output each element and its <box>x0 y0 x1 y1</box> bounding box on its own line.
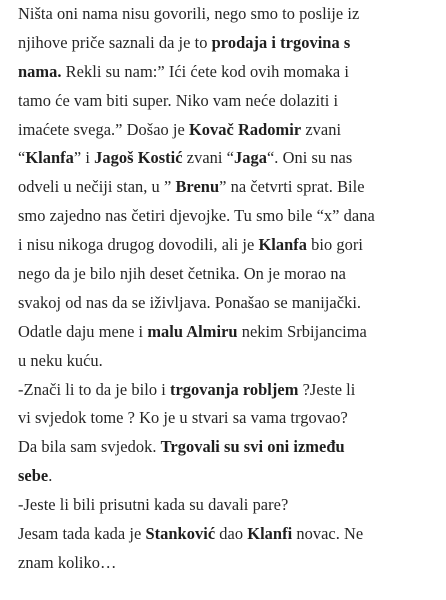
bold-text: Stanković <box>145 524 216 544</box>
text-line <box>18 260 442 289</box>
bold-text: malu Almiru <box>147 321 238 341</box>
text-segment: nekim Srbijancima <box>237 321 367 341</box>
text-segment: svakoj od nas da se iživljava. Ponašao se manijački. <box>18 292 362 312</box>
text-line <box>18 289 442 318</box>
text-line <box>18 520 442 549</box>
bold-text: Jaga <box>233 148 267 168</box>
text-segment: zvani “ <box>182 148 234 168</box>
text-segment: Rekli su nam:” Ići ćete kod ovih momaka i <box>61 61 350 81</box>
text-line <box>18 347 442 376</box>
text-segment: Da bila sam svjedok. <box>18 437 161 457</box>
text-line <box>18 87 442 116</box>
text-line <box>18 318 442 347</box>
text-segment: “ <box>18 148 26 168</box>
bold-text: Klanfa <box>258 235 308 255</box>
article-text <box>18 0 442 578</box>
text-segment: -Jeste li bili prisutni kada su davali pare? <box>18 495 289 515</box>
bold-text: sebe <box>18 466 49 486</box>
text-segment: ” na četvrti sprat. Bile <box>219 177 365 197</box>
text-segment: novac. Ne <box>292 524 364 544</box>
bold-text: Kovač Radomir <box>189 119 302 139</box>
text-line <box>18 549 442 578</box>
bold-text: Jagoš Kostić <box>94 148 183 168</box>
text-line <box>18 144 442 173</box>
text-segment: . <box>48 466 53 486</box>
text-line <box>18 491 442 520</box>
text-segment: Jesam tada kada je <box>18 524 146 544</box>
bold-text: nama. <box>18 61 62 81</box>
text-segment: bio gori <box>307 235 364 255</box>
text-line <box>18 202 442 231</box>
text-line <box>18 462 442 491</box>
text-segment: Ništa oni nama nisu govorili, nego smo to poslije iz <box>18 4 360 23</box>
text-line <box>18 0 442 29</box>
text-line <box>18 433 442 462</box>
text-segment: “. Oni su nas <box>266 148 353 168</box>
text-segment: ?Jeste li <box>298 379 356 399</box>
text-segment: -Znači li to da je bilo i <box>18 379 170 399</box>
text-line <box>18 173 442 202</box>
text-line <box>18 116 442 145</box>
text-segment: imaćete svega.” Došao je <box>18 119 189 139</box>
text-segment: smo zajedno nas četiri djevojke. Tu smo bile “x” dana <box>18 206 375 226</box>
text-segment: odveli u nečiji stan, u ” <box>18 177 176 197</box>
text-line <box>18 231 442 260</box>
text-segment: u neku kuću. <box>18 350 103 370</box>
text-segment: dao <box>215 524 248 544</box>
bold-text: Trgovali su svi oni između <box>160 437 345 457</box>
text-segment: i nisu nikoga drugog dovodili, ali je <box>18 235 259 255</box>
bold-text: trgovanja robljem <box>169 379 299 399</box>
text-segment: Odatle daju mene i <box>18 321 148 341</box>
text-segment: njihove priče saznali da je to <box>18 32 212 52</box>
bold-text: Klanfa <box>25 148 74 168</box>
text-segment: tamo će vam biti super. Niko vam neće dolaziti i <box>18 90 339 110</box>
text-segment: zvani <box>301 119 342 139</box>
text-line <box>18 58 442 87</box>
bold-text: Brenu <box>175 177 220 197</box>
text-segment: ” i <box>73 148 95 168</box>
bold-text: Klanfi <box>247 524 293 544</box>
text-line <box>18 29 442 58</box>
text-segment: znam koliko… <box>18 552 117 572</box>
text-segment: vi svjedok tome ? Ko je u stvari sa vama trgovao? <box>18 408 348 428</box>
text-line <box>18 404 442 433</box>
bold-text: prodaja i trgovina s <box>211 32 351 52</box>
text-segment: nego da je bilo njih deset četnika. On je morao na <box>18 264 346 284</box>
text-line <box>18 376 442 405</box>
